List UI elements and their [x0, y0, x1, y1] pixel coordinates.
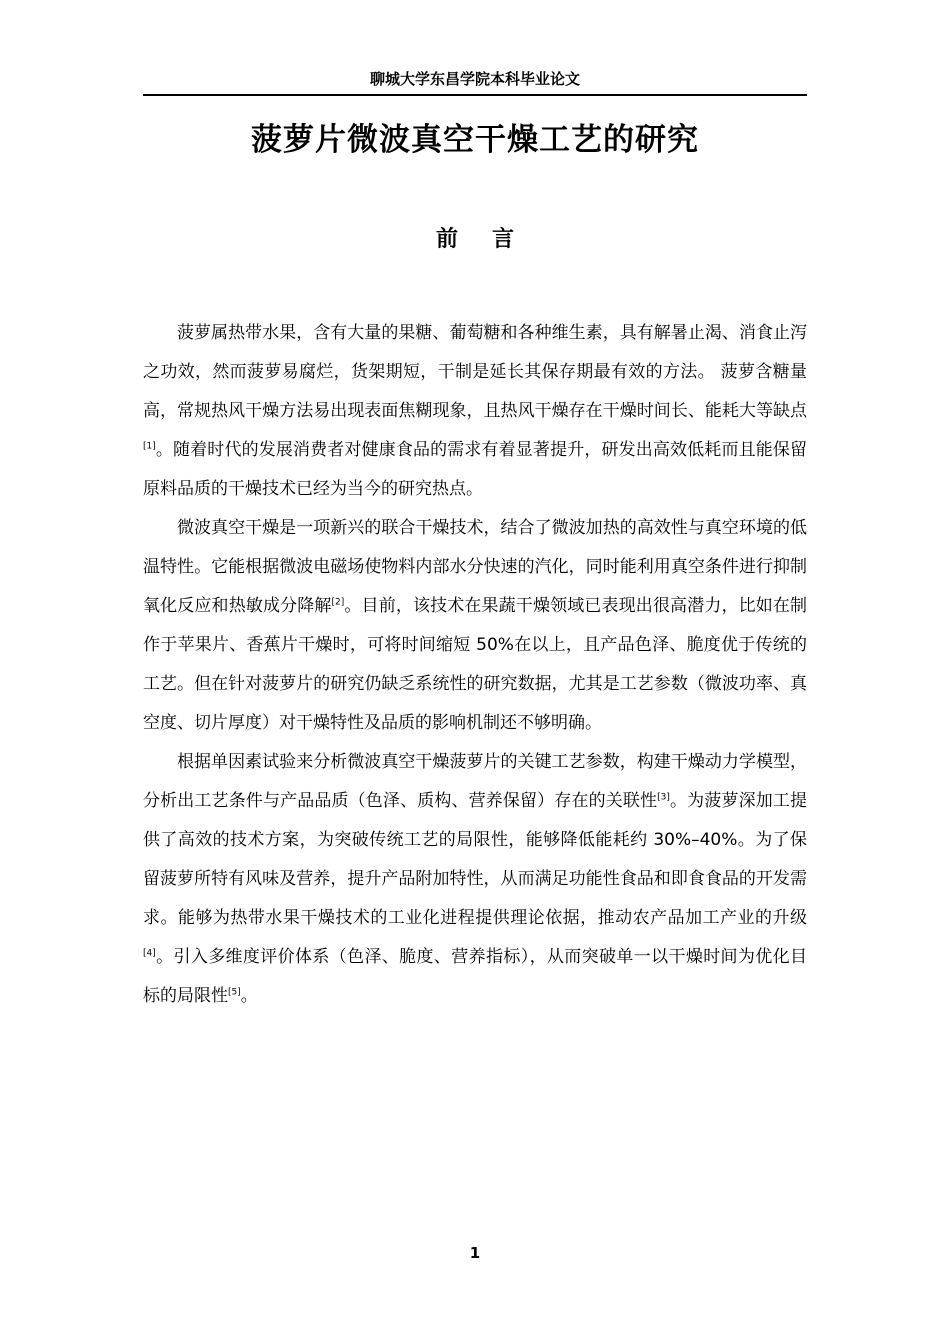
citation-2: [2] — [331, 597, 345, 608]
citation-4: [4] — [143, 948, 156, 959]
paragraph-text: 。目前，该技术在果蔬干燥领域已表现出很高潜力，比如在制作于苹果片、香蕉片干燥时，可将时间缩短 50%在以上，且产品色泽、脆度优于传统的工艺。但在针对菠萝片的研究仍缺乏系统性的研究数据，尤其是工艺参数（微波功率、真空度、切片厚度）对干燥特性及品质的影响机制还不够明确。 — [143, 596, 808, 733]
section-heading — [143, 218, 807, 262]
citation-1: [1] — [143, 441, 156, 452]
citation-3: [3] — [657, 792, 670, 803]
paragraph-text: 。为菠萝深加工提供了高效的技术方案，为突破传统工艺的局限性，能够降低能耗约 30%–40%。为了保留菠萝所特有风味及营养，提升产品附加特性，从而满足功能性食品和即食食品的开发需求。能够为热带水果干燥技术的工业化进程提供理论依据，推动农产品加工产业的升级 — [143, 791, 808, 928]
citation-5: [5] — [228, 987, 241, 998]
paragraph-text: 微波真空干燥是一项新兴的联合干燥技术，结合了微波加热的高效性与真空环境的低温特性。它能根据微波电磁场使物料内部水分快速的汽化，同时能利用真空条件进行抑制氧化反应和热敏成分降解 — [143, 518, 807, 616]
page-header — [143, 67, 807, 96]
paragraph-text: 。引入多维度评价体系（色泽、脆度、营养指标），从而突破单一以干燥时间为优化目标的局限性 — [143, 947, 807, 1006]
header-text: 聊城大学东昌学院本科毕业论文 — [369, 70, 580, 88]
paragraph-text: 菠萝属热带水果，含有大量的果糖、葡萄糖和各种维生素，具有解暑止渴、消食止泻之功效，然而菠萝易腐烂，货架期短，干制是延长其保存期最有效的方法。 菠萝含糖量高，常规热风干燥方法易出现表面焦糊现象，且热风干燥存在干燥时间长、能耗大等缺点 — [143, 323, 807, 421]
paragraph-1 — [143, 314, 807, 509]
paragraph-text: 。随着时代的发展消费者对健康食品的需求有着显著提升，研发出高效低耗而且能保留原料品质的干燥技术已经为当今的研究热点。 — [143, 440, 807, 499]
paragraph-3 — [143, 743, 807, 1016]
body-text — [143, 314, 807, 1016]
section-heading-part2: 言 — [492, 227, 515, 252]
page-number: 1 — [469, 1244, 481, 1262]
section-heading-part1: 前 — [435, 227, 458, 252]
paragraph-text: 根据单因素试验来分析微波真空干燥菠萝片的关键工艺参数，构建干燥动力学模型，分析出工艺条件与产品品质（色泽、质构、营养保留）存在的关联性 — [143, 752, 807, 811]
paragraph-2 — [143, 509, 807, 743]
paragraph-text: 。 — [240, 986, 258, 1006]
document-title: 菠萝片微波真空干燥工艺的研究 — [251, 122, 699, 158]
